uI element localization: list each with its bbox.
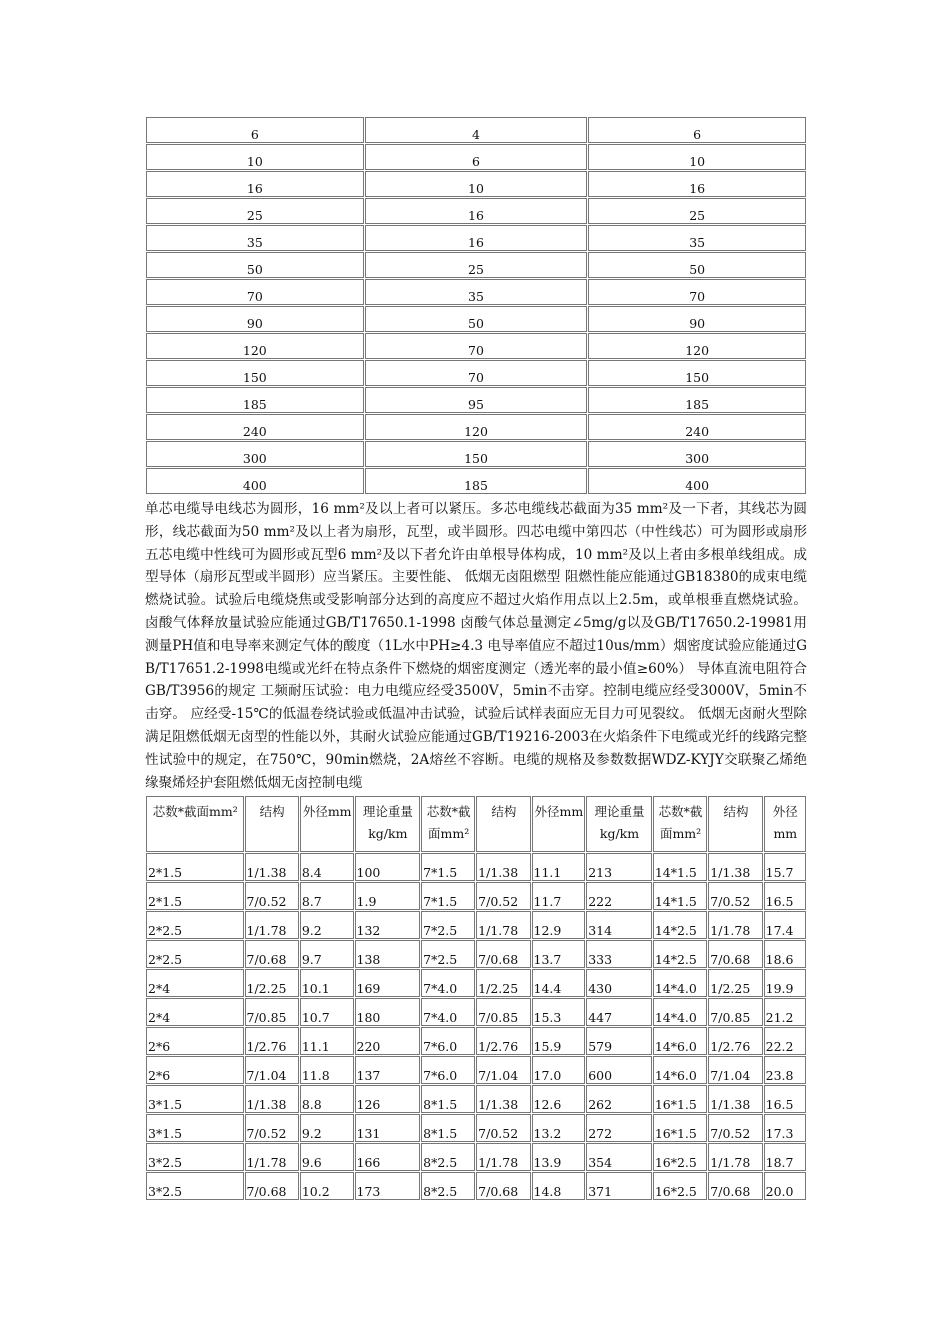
table-cell: 15.3 [532,998,586,1026]
table-cell: 70 [146,279,364,305]
table-cell: 138 [355,940,421,968]
table-cell: 272 [586,1114,652,1142]
table-cell: 7*1.5 [421,853,475,881]
table-cell: 2*6 [146,1027,244,1055]
table-cell: 25 [146,198,364,224]
table-cell: 21.2 [764,998,806,1026]
table-cell: 120 [588,333,806,359]
table-cell: 7/0.85 [245,998,299,1026]
table-cell: 1/1.38 [476,1085,530,1113]
body-paragraph: 单芯电缆导电线芯为圆形，16 mm²及以上者可以紧压。多芯电缆线芯截面为35 mm²及一下者，其线芯为圆形，线芯截面为50 mm²及以上者为扇形，瓦型，或半圆形。四芯电缆中第四芯（中性线芯）可为圆形或扇形五芯电缆中性线可为圆形或瓦型6 mm²及以下者允许由单根导体构成，10 mm²及以上者由多根单线组成。成型导体（扇形瓦型或半圆形）应当紧压。主要性能、 低烟无卤阻燃型 阻燃性能应能通过GB18380的成束电缆燃烧试验。试验后电缆烧焦或受影响部分达到的高度应不超过火焰作用点以上2.5m，或单根垂直燃烧试验。 卤酸气体释放量试验应能通过GB/T17650.1-1998 卤酸气体总量测定∠5mg/g以及GB/T17650.2-19981用测量PH值和电导率来测定气体的酸度（1L水中PH≥4.3 电导率值应不超过10us/mm）烟密度试验应能通过GB/T17651.2-1998电缆或光纤在特点条件下燃烧的烟密度测定（透光率的最小值≥60%） 导体直流电阻符合GB/T3956的规定 工频耐压试验：电力电缆应经受3500V，5min不击穿。控制电缆应经受3000V，5min不击穿。 应经受-15℃的低温卷绕试验或低温冲击试验，试验后试样表面应无目力可见裂纹。 低烟无卤耐火型除满足阻燃低烟无卤型的性能以外，其耐火试验应能通过GB/T19216-2003在火焰条件下电缆或光纤的线路完整性试验中的规定，在750℃，90min燃烧，2A熔丝不容断。电缆的规格及参数数据WDZ-KYJY交联聚乙烯绝缘聚烯烃护套阻燃低烟无卤控制电缆 [145,501,807,791]
table-row [146,144,806,170]
table-cell: 1/1.38 [245,853,299,881]
table-row [146,360,806,386]
table-cell: 1/1.38 [708,853,762,881]
table-cell: 25 [588,198,806,224]
table-cell: 132 [355,911,421,939]
table-cell: 150 [588,360,806,386]
table-cell: 2*1.5 [146,882,244,910]
table-cell: 579 [586,1027,652,1055]
cable-spec-table [145,795,807,1201]
column-header: 芯数*截面mm² [653,796,707,852]
table-cell: 1/2.76 [245,1027,299,1055]
table-cell: 100 [355,853,421,881]
table-cell: 14*4.0 [653,998,707,1026]
table-cell: 35 [146,225,364,251]
table-row [146,969,806,997]
table-cell: 7/0.52 [476,1114,530,1142]
table-cell: 16 [365,225,588,251]
table-cell: 7/1.04 [476,1056,530,1084]
cable-spec-table-body [146,796,806,1200]
table-cell: 14*6.0 [653,1027,707,1055]
table-cell: 14*1.5 [653,853,707,881]
table-cell: 7*4.0 [421,969,475,997]
table-row [146,1172,806,1200]
table-cell: 10 [146,144,364,170]
table-cell: 600 [586,1056,652,1084]
table-cell: 35 [365,279,588,305]
table-cell: 1/1.38 [245,1085,299,1113]
table-cell: 8*1.5 [421,1085,475,1113]
table-cell: 14*4.0 [653,969,707,997]
table-cell: 15.7 [764,853,806,881]
table-cell: 7/1.04 [708,1056,762,1084]
table-cell: 1.9 [355,882,421,910]
table-cell: 300 [146,441,364,467]
table-cell: 7*2.5 [421,911,475,939]
table-cell: 3*1.5 [146,1085,244,1113]
table-cell: 25 [365,252,588,278]
table-cell: 240 [146,414,364,440]
table-cell: 18.6 [764,940,806,968]
table-cell: 166 [355,1143,421,1171]
table-cell: 300 [588,441,806,467]
table-cell: 10.7 [300,998,354,1026]
table-cell: 354 [586,1143,652,1171]
table-cell: 6 [146,117,364,143]
table-cell: 213 [586,853,652,881]
table-cell: 3*1.5 [146,1114,244,1142]
table-cell: 7/0.85 [708,998,762,1026]
table-cell: 185 [365,468,588,494]
table-cell: 16.5 [764,882,806,910]
table-cell: 7*4.0 [421,998,475,1026]
table-cell: 447 [586,998,652,1026]
table-cell: 20.0 [764,1172,806,1200]
column-header: 外径mm [532,796,586,852]
table-cell: 17.4 [764,911,806,939]
table-cell: 14*2.5 [653,940,707,968]
table-cell: 22.2 [764,1027,806,1055]
table-cell: 1/1.78 [476,911,530,939]
table-cell: 12.6 [532,1085,586,1113]
table-cell: 1/1.78 [476,1143,530,1171]
table-row [146,306,806,332]
table-cell: 120 [365,414,588,440]
table-cell: 9.6 [300,1143,354,1171]
table-cell: 9.7 [300,940,354,968]
table-cell: 8*2.5 [421,1143,475,1171]
section-sizes-table [145,116,807,495]
table-cell: 50 [146,252,364,278]
table-cell: 3*2.5 [146,1172,244,1200]
table-cell: 8*1.5 [421,1114,475,1142]
column-header: 芯数*截面mm² [146,796,244,852]
table-cell: 7/0.52 [245,882,299,910]
table-row [146,279,806,305]
table-cell: 7/0.52 [476,882,530,910]
table-row [146,117,806,143]
table-cell: 16 [365,198,588,224]
table-cell: 1/1.78 [708,1143,762,1171]
table-cell: 17.3 [764,1114,806,1142]
table-cell: 180 [355,998,421,1026]
document-page [145,116,807,1201]
table-cell: 13.2 [532,1114,586,1142]
table-cell: 333 [586,940,652,968]
table-cell: 11.1 [532,853,586,881]
table-cell: 7/0.85 [476,998,530,1026]
column-header: 理论重量kg/km [355,796,421,852]
table-row [146,198,806,224]
table-cell: 1/2.25 [245,969,299,997]
table-row [146,333,806,359]
table-row [146,853,806,881]
table-cell: 95 [365,387,588,413]
table-cell: 7/0.68 [476,1172,530,1200]
table-cell: 16*1.5 [653,1114,707,1142]
table-cell: 7/0.52 [708,882,762,910]
table-cell: 400 [588,468,806,494]
table-cell: 35 [588,225,806,251]
table-cell: 13.9 [532,1143,586,1171]
table-cell: 7/0.68 [245,1172,299,1200]
table-cell: 16.5 [764,1085,806,1113]
table-cell: 2*4 [146,998,244,1026]
column-header: 理论重量kg/km [586,796,652,852]
table-cell: 14.8 [532,1172,586,1200]
table-row [146,1027,806,1055]
table-cell: 50 [588,252,806,278]
table-cell: 137 [355,1056,421,1084]
table-cell: 2*2.5 [146,911,244,939]
table-cell: 4 [365,117,588,143]
table-cell: 371 [586,1172,652,1200]
table-cell: 10 [365,171,588,197]
table-cell: 70 [365,360,588,386]
table-cell: 7/0.68 [476,940,530,968]
table-cell: 150 [146,360,364,386]
table-row [146,1114,806,1142]
column-header: 外径mm [300,796,354,852]
table-cell: 430 [586,969,652,997]
column-header: 结构 [476,796,530,852]
table-header-row [146,796,806,852]
table-cell: 185 [588,387,806,413]
table-row [146,252,806,278]
table-cell: 90 [588,306,806,332]
table-row [146,998,806,1026]
table-cell: 14*6.0 [653,1056,707,1084]
table-cell: 7/0.52 [708,1114,762,1142]
column-header: 结构 [245,796,299,852]
table-cell: 8.7 [300,882,354,910]
table-cell: 314 [586,911,652,939]
table-cell: 6 [365,144,588,170]
table-cell: 1/2.76 [708,1027,762,1055]
table-cell: 14*1.5 [653,882,707,910]
table-row [146,911,806,939]
table-cell: 3*2.5 [146,1143,244,1171]
column-header: 外径mm [764,796,806,852]
table-cell: 1/1.78 [708,911,762,939]
column-header: 结构 [708,796,762,852]
table-cell: 2*6 [146,1056,244,1084]
table-cell: 7/0.68 [708,1172,762,1200]
table-cell: 11.8 [300,1056,354,1084]
table-cell: 7*1.5 [421,882,475,910]
table-cell: 70 [588,279,806,305]
table-cell: 240 [588,414,806,440]
table-row [146,940,806,968]
table-cell: 10.1 [300,969,354,997]
table-cell: 16*2.5 [653,1143,707,1171]
table-cell: 400 [146,468,364,494]
table-cell: 19.9 [764,969,806,997]
table-cell: 13.7 [532,940,586,968]
table-cell: 16 [146,171,364,197]
table-row [146,1056,806,1084]
table-cell: 11.7 [532,882,586,910]
table-cell: 8.8 [300,1085,354,1113]
table-row [146,1085,806,1113]
table-cell: 2*4 [146,969,244,997]
table-cell: 12.9 [532,911,586,939]
table-cell: 70 [365,333,588,359]
column-header: 芯数*截面mm² [421,796,475,852]
table-cell: 15.9 [532,1027,586,1055]
table-cell: 2*1.5 [146,853,244,881]
table-cell: 7/0.52 [245,1114,299,1142]
table-row [146,225,806,251]
table-cell: 6 [588,117,806,143]
table-cell: 16*1.5 [653,1085,707,1113]
table-row [146,171,806,197]
table-cell: 7*2.5 [421,940,475,968]
table-cell: 7/0.68 [708,940,762,968]
table-cell: 90 [146,306,364,332]
table-cell: 150 [365,441,588,467]
table-cell: 1/1.38 [476,853,530,881]
table-cell: 11.1 [300,1027,354,1055]
table-row [146,414,806,440]
table-cell: 185 [146,387,364,413]
table-cell: 1/1.78 [245,911,299,939]
table-cell: 16 [588,171,806,197]
table-row [146,468,806,494]
table-cell: 173 [355,1172,421,1200]
table-cell: 1/1.38 [708,1085,762,1113]
table-cell: 50 [365,306,588,332]
table-cell: 7*6.0 [421,1056,475,1084]
section-sizes-table-body [146,117,806,494]
table-cell: 17.0 [532,1056,586,1084]
table-cell: 7*6.0 [421,1027,475,1055]
table-cell: 8.4 [300,853,354,881]
table-cell: 169 [355,969,421,997]
table-cell: 18.7 [764,1143,806,1171]
table-cell: 9.2 [300,911,354,939]
table-row [146,1143,806,1171]
table-cell: 7/1.04 [245,1056,299,1084]
table-cell: 10.2 [300,1172,354,1200]
table-cell: 262 [586,1085,652,1113]
table-cell: 16*2.5 [653,1172,707,1200]
table-row [146,387,806,413]
table-cell: 10 [588,144,806,170]
table-cell: 14.4 [532,969,586,997]
table-cell: 8*2.5 [421,1172,475,1200]
table-cell: 1/2.76 [476,1027,530,1055]
table-cell: 1/2.25 [476,969,530,997]
table-cell: 126 [355,1085,421,1113]
table-cell: 9.2 [300,1114,354,1142]
table-cell: 23.8 [764,1056,806,1084]
table-cell: 120 [146,333,364,359]
table-row [146,441,806,467]
table-cell: 220 [355,1027,421,1055]
table-cell: 7/0.68 [245,940,299,968]
table-cell: 2*2.5 [146,940,244,968]
table-cell: 1/1.78 [245,1143,299,1171]
table-cell: 1/2.25 [708,969,762,997]
table-cell: 14*2.5 [653,911,707,939]
table-cell: 222 [586,882,652,910]
table-cell: 131 [355,1114,421,1142]
table-row [146,882,806,910]
